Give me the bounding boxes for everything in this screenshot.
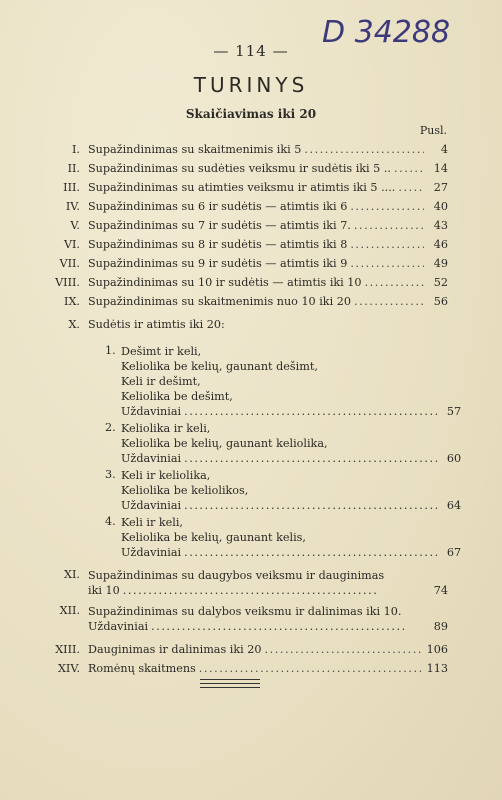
page-column-label: Pusl.: [419, 124, 447, 137]
leader-dots: [151, 619, 424, 634]
toc-entry-page: 4: [440, 143, 448, 156]
toc-entry-text: [88, 292, 424, 311]
toc-subitem-line: Keliolika ir keli,: [121, 422, 211, 435]
leader-dots: [398, 178, 424, 197]
toc-subitem-body: [121, 468, 461, 513]
toc-entry-title: Supažindinimas su 6 ir sudėtis — atimtis iki 6: [88, 200, 348, 213]
section-heading: Skaičiavimas iki 20: [185, 107, 317, 121]
toc-entry-text: [88, 159, 424, 178]
toc-entry: [30, 254, 448, 273]
leader-dots: [123, 583, 424, 598]
toc-subitem-page: 57: [446, 405, 462, 418]
toc-entry: [30, 140, 448, 159]
toc-entry-title: Supažindinimas su 9 ir sudėtis — atimtis iki 9: [88, 257, 348, 270]
toc-entry-text: [88, 178, 424, 197]
toc-subitem-number: 1.: [105, 344, 116, 357]
toc-entry-number: III.: [63, 181, 80, 194]
page-title: TURINYS: [193, 73, 309, 97]
toc-entry-text: [88, 235, 424, 254]
toc-subitem-line: Keliolika be kelių, gaunant kelis,: [121, 531, 306, 544]
toc-subitem-last: [121, 545, 461, 560]
toc-entry-title: Romėnų skaitmens: [88, 662, 196, 675]
leader-dots: [350, 254, 424, 273]
toc-subitem-last: [121, 451, 461, 466]
leader-dots: [394, 159, 424, 178]
stamp-text: D 34288: [322, 15, 451, 50]
toc-subitem-number: 2.: [105, 421, 116, 434]
toc-entry: [30, 159, 448, 178]
toc-entry: [30, 640, 448, 659]
toc-entry-title: Supažindinimas su atimties veiksmu ir atimtis iki 5 ....: [88, 181, 396, 194]
toc-subitem: [105, 515, 462, 560]
toc-entry: [30, 273, 448, 292]
toc-entry: [30, 568, 448, 598]
toc-subitem-last-text: Uždaviniai: [121, 546, 182, 559]
toc-entry-last-text: iki 10: [88, 584, 120, 597]
toc-entry-body: [88, 604, 448, 634]
toc-subitem-line: Keli ir keli,: [121, 516, 183, 529]
toc-subitem-line: Keliolika be dešimt,: [121, 390, 233, 403]
toc-subitem: [105, 344, 462, 419]
toc-entry-title: Supažindinimas su dalybos veiksmu ir dalinimas iki 10.: [88, 605, 402, 618]
toc-entry-page: 106: [426, 643, 448, 656]
toc-subitem-page: 67: [446, 546, 462, 559]
toc-entry-number: XIV.: [57, 662, 80, 675]
toc-entry-page: 40: [433, 200, 448, 213]
leader-dots: [350, 235, 424, 254]
toc-entry-number: VII.: [59, 257, 80, 270]
toc-entry-title: Supažindinimas su sudėties veiksmu ir sudėtis iki 5 ..: [88, 162, 391, 175]
toc-entry-number: XII.: [59, 604, 80, 617]
toc-subitem-body: [121, 344, 461, 419]
toc-subitem-number: 4.: [105, 515, 116, 528]
toc-entry: [30, 216, 448, 235]
toc-subitem: [105, 421, 462, 466]
toc-subitem-body: [121, 421, 461, 466]
toc-entry-title: Supažindinimas su skaitmenimis nuo 10 iki 20: [88, 295, 351, 308]
toc-subitem-line: Keli ir keliolika,: [121, 469, 211, 482]
toc-entry-last: [88, 619, 448, 634]
toc-entry-page: 49: [433, 257, 448, 270]
toc-entries: [30, 140, 448, 311]
toc-entry-page: 46: [433, 238, 448, 251]
toc-entry-page: 43: [433, 219, 448, 232]
toc-entry-last: [88, 583, 448, 598]
toc-entry-title: Supažindinimas su 7 ir sudėtis — atimtis iki 7.: [88, 219, 351, 232]
toc-entry-number: VIII.: [55, 276, 80, 289]
leader-dots: [184, 498, 437, 513]
toc-subitems: [105, 344, 462, 560]
leader-dots: [184, 404, 437, 419]
toc-subitem-page: 60: [446, 452, 462, 465]
closing-ornament: [200, 676, 260, 691]
toc-subitem-last: [121, 404, 461, 419]
toc-entry-text: [88, 640, 424, 659]
toc-final-entries: [30, 640, 448, 678]
toc-entry: [30, 197, 448, 216]
toc-entry-page: 113: [426, 662, 448, 675]
toc-subitem-page: 64: [446, 499, 462, 512]
leader-dots: [184, 545, 437, 560]
toc-entry-text: [88, 273, 424, 292]
toc-entry-page: 56: [433, 295, 448, 308]
leader-dots: [184, 451, 437, 466]
leader-dots: [350, 197, 424, 216]
toc-entry-title: Supažindinimas su daugybos veiksmu ir dauginimas: [88, 569, 385, 582]
toc-entry-page: 14: [433, 162, 448, 175]
page-number: — 114 —: [213, 42, 289, 60]
toc-entry-number: XIII.: [55, 643, 80, 656]
toc-entry-x: [30, 315, 448, 334]
toc-entry-text: [88, 140, 424, 159]
toc-entry: [30, 235, 448, 254]
leader-dots: [265, 640, 425, 659]
toc-entry-text: [88, 254, 424, 273]
toc-entry-number: X.: [68, 318, 80, 331]
toc-entry-number: XI.: [64, 568, 80, 581]
leader-dots: [304, 140, 424, 159]
toc-subitem-line: Keliolika be keliolikos,: [121, 484, 249, 497]
toc-entry-number: IV.: [65, 200, 80, 213]
toc-tail-entries: [30, 568, 448, 634]
toc-entry-page: 27: [433, 181, 448, 194]
toc-subitem-number: 3.: [105, 468, 116, 481]
leader-dots: [354, 216, 424, 235]
toc-subitem-last-text: Uždaviniai: [121, 499, 182, 512]
toc-entry-body: [88, 568, 448, 598]
toc-entry-title: Supažindinimas su 8 ir sudėtis — atimtis iki 8: [88, 238, 348, 251]
toc-subitem-last-text: Uždaviniai: [121, 452, 182, 465]
toc-entry: [30, 604, 448, 634]
toc-subitem: [105, 468, 462, 513]
toc-subitem-body: [121, 515, 461, 560]
toc-subitem-line: Keli ir dešimt,: [121, 375, 201, 388]
toc-subitem-last: [121, 498, 461, 513]
toc-entry-page: 74: [433, 584, 448, 597]
toc-entry-number: V.: [70, 219, 80, 232]
toc-subitem-line: Keliolika be kelių, gaunant keliolika,: [121, 437, 328, 450]
toc-entry-title: Supažindinimas su skaitmenimis iki 5: [88, 143, 302, 156]
leader-dots: [354, 292, 424, 311]
leader-dots: [365, 273, 424, 292]
toc-entry-text: [88, 216, 424, 235]
toc-subitem-line: Keliolika be kelių, gaunant dešimt,: [121, 360, 318, 373]
toc-entry-title: Sudėtis ir atimtis iki 20:: [88, 318, 225, 331]
toc-entry-page: 89: [433, 620, 448, 633]
toc-entry: [30, 292, 448, 311]
toc-entry-number: I.: [72, 143, 80, 156]
toc-entry-number: II.: [67, 162, 80, 175]
toc-subitem-line: Dešimt ir keli,: [121, 345, 202, 358]
toc-entry-title: Supažindinimas su 10 ir sudėtis — atimtis iki 10: [88, 276, 362, 289]
toc-subitem-last-text: Uždaviniai: [121, 405, 182, 418]
toc-entry-text: [88, 197, 424, 216]
toc-entry-number: IX.: [64, 295, 80, 308]
toc-entry-title: Dauginimas ir dalinimas iki 20: [88, 643, 262, 656]
toc-entry-number: VI.: [63, 238, 80, 251]
toc-entry-page: 52: [433, 276, 448, 289]
table-of-contents: [30, 140, 462, 678]
toc-entry: [30, 178, 448, 197]
toc-entry-last-text: Uždaviniai: [88, 620, 149, 633]
